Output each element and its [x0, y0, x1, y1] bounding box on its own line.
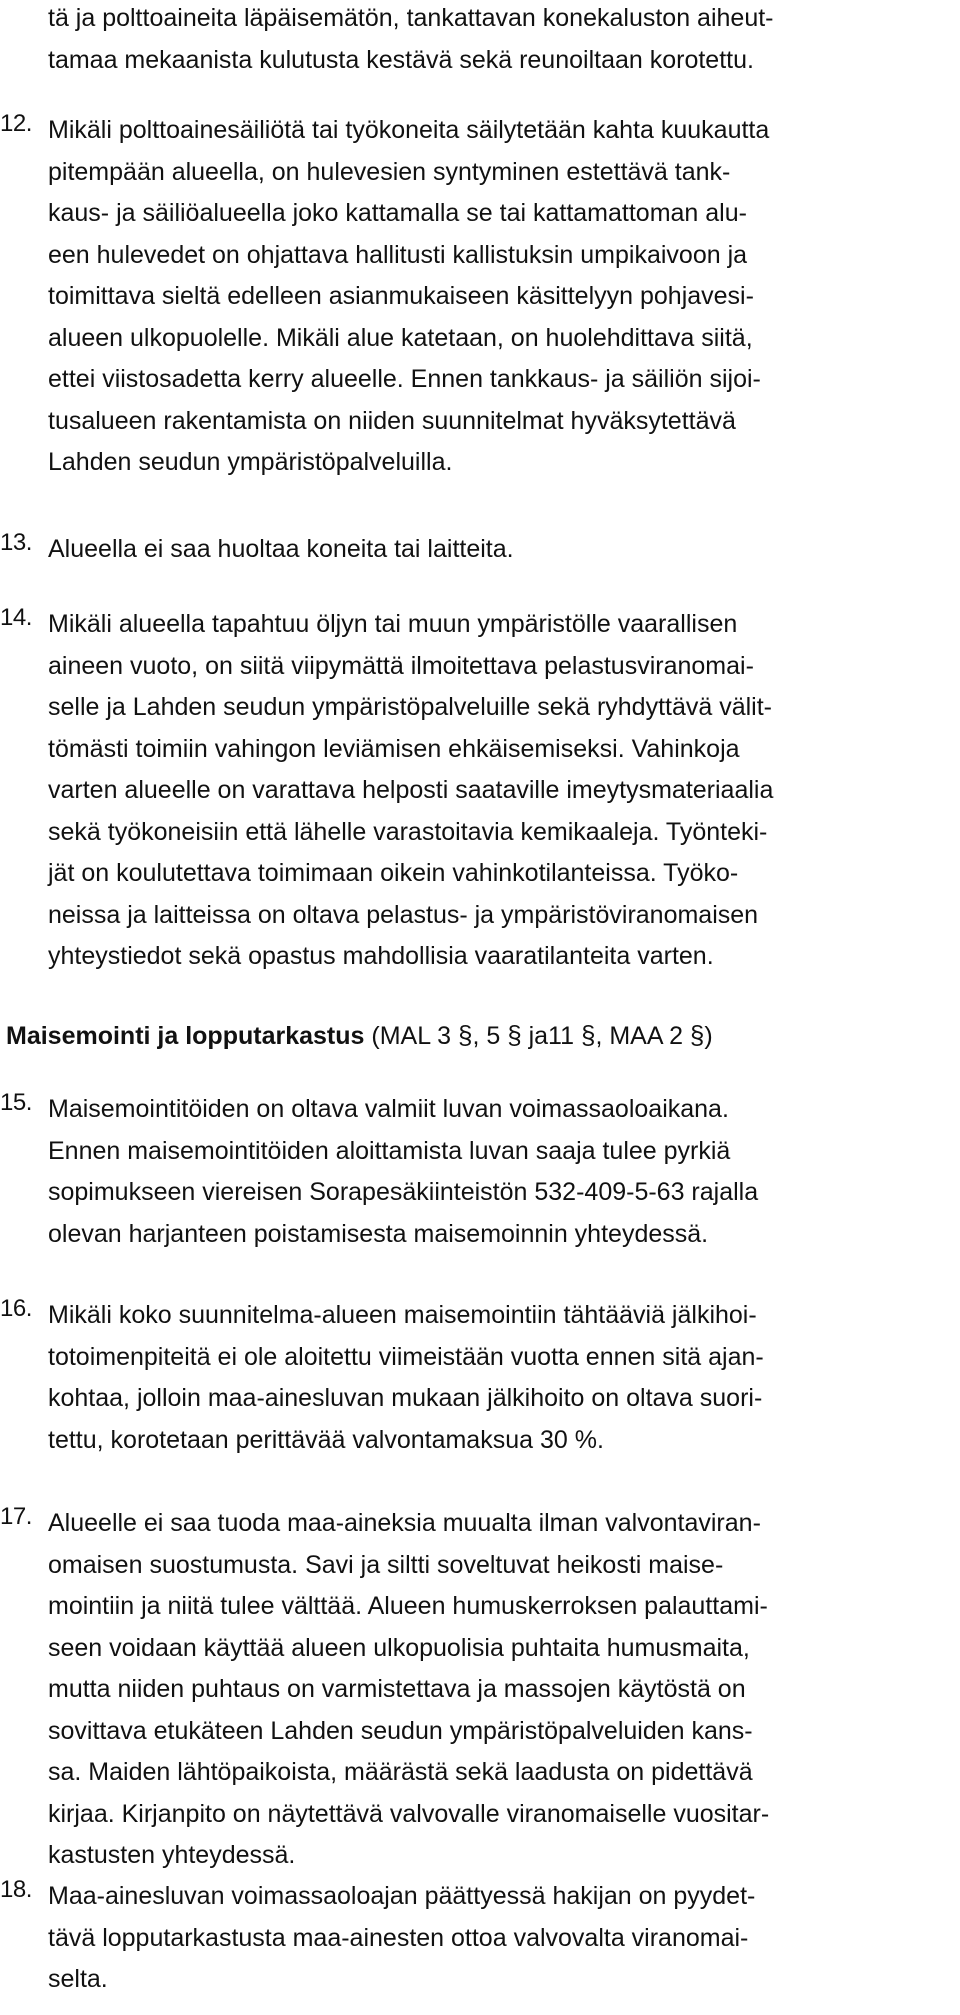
item-text	[48, 1295, 938, 1461]
item-number: 13.	[0, 529, 32, 556]
item-line: neissa ja laitteissa on oltava pelastus- ja ympäristöviranomaisen	[48, 900, 759, 929]
section-sign: §	[689, 1020, 705, 1050]
item-text	[48, 110, 938, 484]
item-line: mutta niiden puhtaus on varmistettava ja massojen käytöstä on	[48, 1675, 746, 1703]
section-ref-close: )	[704, 1022, 713, 1050]
section-sign: §	[457, 1020, 473, 1050]
item-line: varten alueelle on varattava helposti saataville imeytysmateriaalia	[48, 776, 774, 804]
intro-line: tamaa mekaanista kulutusta kestävä sekä reunoiltaan korotettu.	[48, 45, 754, 74]
item-text	[48, 529, 938, 571]
item-line: jät on koulutettava toimimaan oikein vahinkotilanteissa. Työko-	[48, 859, 739, 887]
item-number: 12.	[0, 110, 32, 137]
item-line: ettei viistosadetta kerry alueelle. Ennen tankkaus- ja säiliön sijoi-	[48, 365, 761, 393]
item-line: totoimenpiteitä ei ole aloitettu viimeistään vuotta ennen sitä ajan-	[48, 1342, 764, 1371]
item-line: alueen ulkopuolelle. Mikäli alue katetaan, on huolehdittava siitä,	[48, 323, 753, 352]
item-line: tettu, korotetaan perittävää valvontamaksua 30 %.	[48, 1425, 604, 1454]
section-ref-part: , 5	[472, 1022, 508, 1050]
section-heading	[6, 1015, 956, 1058]
item-line: tusalueen rakentamista on niiden suunnitelmat hyväksytettävä	[48, 406, 736, 435]
section-title: Maisemointi ja lopputarkastus	[6, 1022, 365, 1050]
item-line: sekä työkoneisiin että lähelle varastoitavia kemikaaleja. Työnteki-	[48, 817, 768, 846]
item-line: Mikäli koko suunnitelma-alueen maisemointiin tähtääviä jälkihoi-	[48, 1301, 757, 1329]
item-line: selta.	[48, 1965, 108, 1993]
item-line: aineen vuoto, on siitä viipymättä ilmoitettava pelastusviranomai-	[48, 651, 754, 680]
item-line: Lahden seudun ympäristöpalveluilla.	[48, 448, 453, 476]
item-line: kohtaa, jolloin maa-ainesluvan mukaan jälkihoito on oltava suori-	[48, 1384, 763, 1412]
item-number: 16.	[0, 1295, 32, 1322]
item-line: omaisen suostumusta. Savi ja siltti soveltuvat heikosti maise-	[48, 1550, 724, 1579]
item-line: mointiin ja niitä tulee välttää. Alueen humuskerroksen palauttami-	[48, 1592, 768, 1620]
item-line: Alueella ei saa huoltaa koneita tai laitteita.	[48, 535, 514, 563]
item-text	[48, 1503, 938, 1877]
item-number: 15.	[0, 1089, 32, 1116]
item-line: kastusten yhteydessä.	[48, 1841, 296, 1869]
item-text	[48, 604, 938, 978]
section-ref-open: (MAL 3	[364, 1022, 458, 1050]
item-line: een hulevedet on ohjattava hallitusti kallistuksin umpikaivoon ja	[48, 240, 748, 269]
item-line: Maisemointitöiden on oltava valmiit luvan voimassaoloaikana.	[48, 1095, 729, 1123]
item-line: olevan harjanteen poistamisesta maisemoinnin yhteydessä.	[48, 1219, 709, 1248]
item-line: pitempään alueella, on hulevesien syntyminen estettävä tank-	[48, 157, 731, 186]
item-line: Mikäli polttoainesäiliötä tai työkoneita säilytetään kahta kuukautta	[48, 116, 770, 144]
intro-paragraph	[48, 0, 938, 81]
item-text	[48, 1876, 938, 2001]
section-ref-part: , MAA 2	[595, 1022, 690, 1050]
section-ref-part: ja11	[521, 1022, 581, 1050]
item-number: 18.	[0, 1876, 32, 1903]
item-line: Maa-ainesluvan voimassaoloajan päättyessä hakijan on pyydet-	[48, 1882, 756, 1910]
section-sign: §	[580, 1020, 596, 1050]
item-text	[48, 1089, 938, 1255]
item-number: 17.	[0, 1503, 32, 1530]
item-line: Mikäli alueella tapahtuu öljyn tai muun ympäristölle vaarallisen	[48, 610, 738, 638]
item-number: 14.	[0, 604, 32, 631]
item-line: sovittava etukäteen Lahden seudun ympäristöpalveluiden kans-	[48, 1716, 753, 1745]
item-line: kaus- ja säiliöalueella joko kattamalla se tai kattamattoman alu-	[48, 199, 747, 227]
item-line: selle ja Lahden seudun ympäristöpalveluille sekä ryhdyttävä välit-	[48, 693, 773, 721]
item-line: Alueelle ei saa tuoda maa-aineksia muualta ilman valvontaviran-	[48, 1509, 761, 1537]
item-line: toimittava sieltä edelleen asianmukaiseen käsittelyyn pohjavesi-	[48, 282, 754, 310]
item-line: tömästi toimiin vahingon leviämisen ehkäisemiseksi. Vahinkoja	[48, 734, 740, 763]
item-line: seen voidaan käyttää alueen ulkopuolisia puhtaita humusmaita,	[48, 1633, 750, 1662]
item-line: Ennen maisemointitöiden aloittamista luvan saaja tulee pyrkiä	[48, 1136, 731, 1165]
item-line: yhteystiedot sekä opastus mahdollisia vaaratilanteita varten.	[48, 942, 714, 970]
intro-line: tä ja polttoaineita läpäisemätön, tankattavan konekaluston aiheut-	[48, 4, 774, 32]
item-line: tävä lopputarkastusta maa-ainesten ottoa valvovalta viranomai-	[48, 1923, 749, 1952]
item-line: sa. Maiden lähtöpaikoista, määrästä sekä laadusta on pidettävä	[48, 1758, 753, 1786]
section-sign: §	[507, 1020, 522, 1050]
item-line: sopimukseen viereisen Sorapesäkiinteistön 532-409-5-63 rajalla	[48, 1178, 759, 1206]
item-line: kirjaa. Kirjanpito on näytettävä valvovalle viranomaiselle vuositar-	[48, 1799, 770, 1828]
